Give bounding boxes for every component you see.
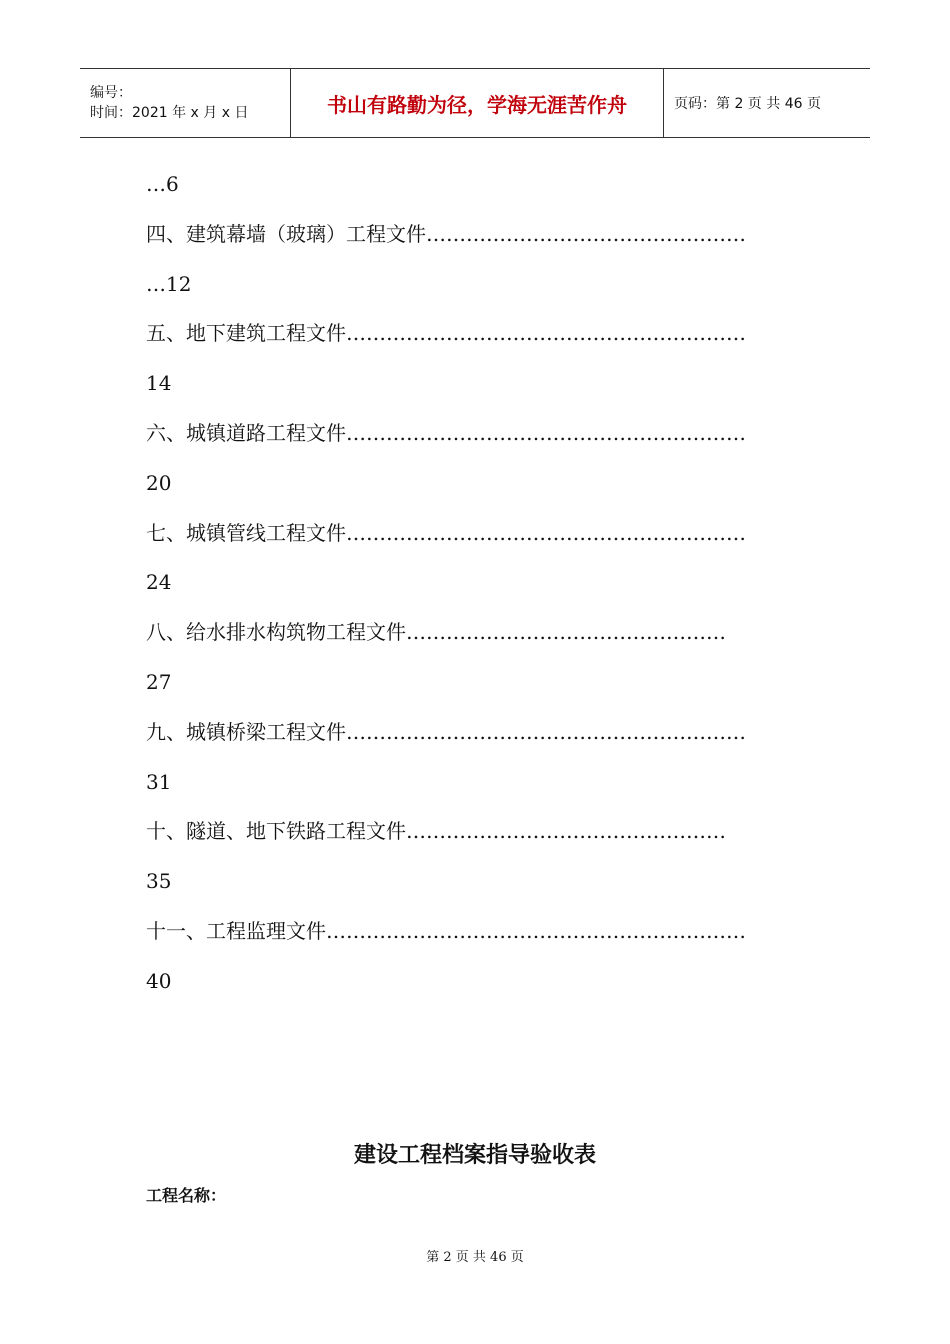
- toc-line: 十一、工程监理文件………………………………………………………: [146, 918, 746, 943]
- document-number-label: 编号：: [90, 85, 132, 101]
- section-title: 建设工程档案指导验收表: [353, 1143, 596, 1168]
- toc-line: 27: [146, 669, 172, 694]
- table-of-contents: [146, 160, 806, 1007]
- toc-line: 31: [146, 769, 172, 794]
- header-motto: 书山有路勤为径，学海无涯苦作舟: [291, 69, 664, 137]
- toc-line: 六、城镇道路工程文件……………………………………………………: [146, 420, 746, 445]
- toc-line: …6: [146, 172, 179, 196]
- header-page-info: 页码：第 2 页 共 46 页: [674, 96, 821, 112]
- page-header: [80, 68, 870, 138]
- toc-line: 24: [146, 570, 172, 595]
- toc-line: 40: [146, 968, 172, 993]
- date-label: 时间：2021 年 x 月 x 日: [90, 105, 249, 121]
- toc-line: 七、城镇管线工程文件……………………………………………………: [146, 520, 746, 545]
- header-meta: [80, 69, 291, 137]
- project-name-label: 工程名称：: [146, 1186, 227, 1205]
- toc-line: 十、隧道、地下铁路工程文件…………………………………………: [146, 819, 726, 844]
- toc-line: 八、给水排水构筑物工程文件…………………………………………: [146, 620, 726, 645]
- page-footer: 第 2 页 共 46 页: [426, 1250, 524, 1265]
- toc-line: 五、地下建筑工程文件……………………………………………………: [146, 321, 746, 346]
- toc-line: 20: [146, 470, 172, 495]
- toc-line: 35: [146, 869, 172, 894]
- toc-line: 九、城镇桥梁工程文件……………………………………………………: [146, 719, 746, 744]
- toc-line: …12: [146, 271, 192, 296]
- toc-line: 四、建筑幕墙（玻璃）工程文件…………………………………………: [146, 221, 746, 246]
- toc-line: 14: [146, 371, 172, 396]
